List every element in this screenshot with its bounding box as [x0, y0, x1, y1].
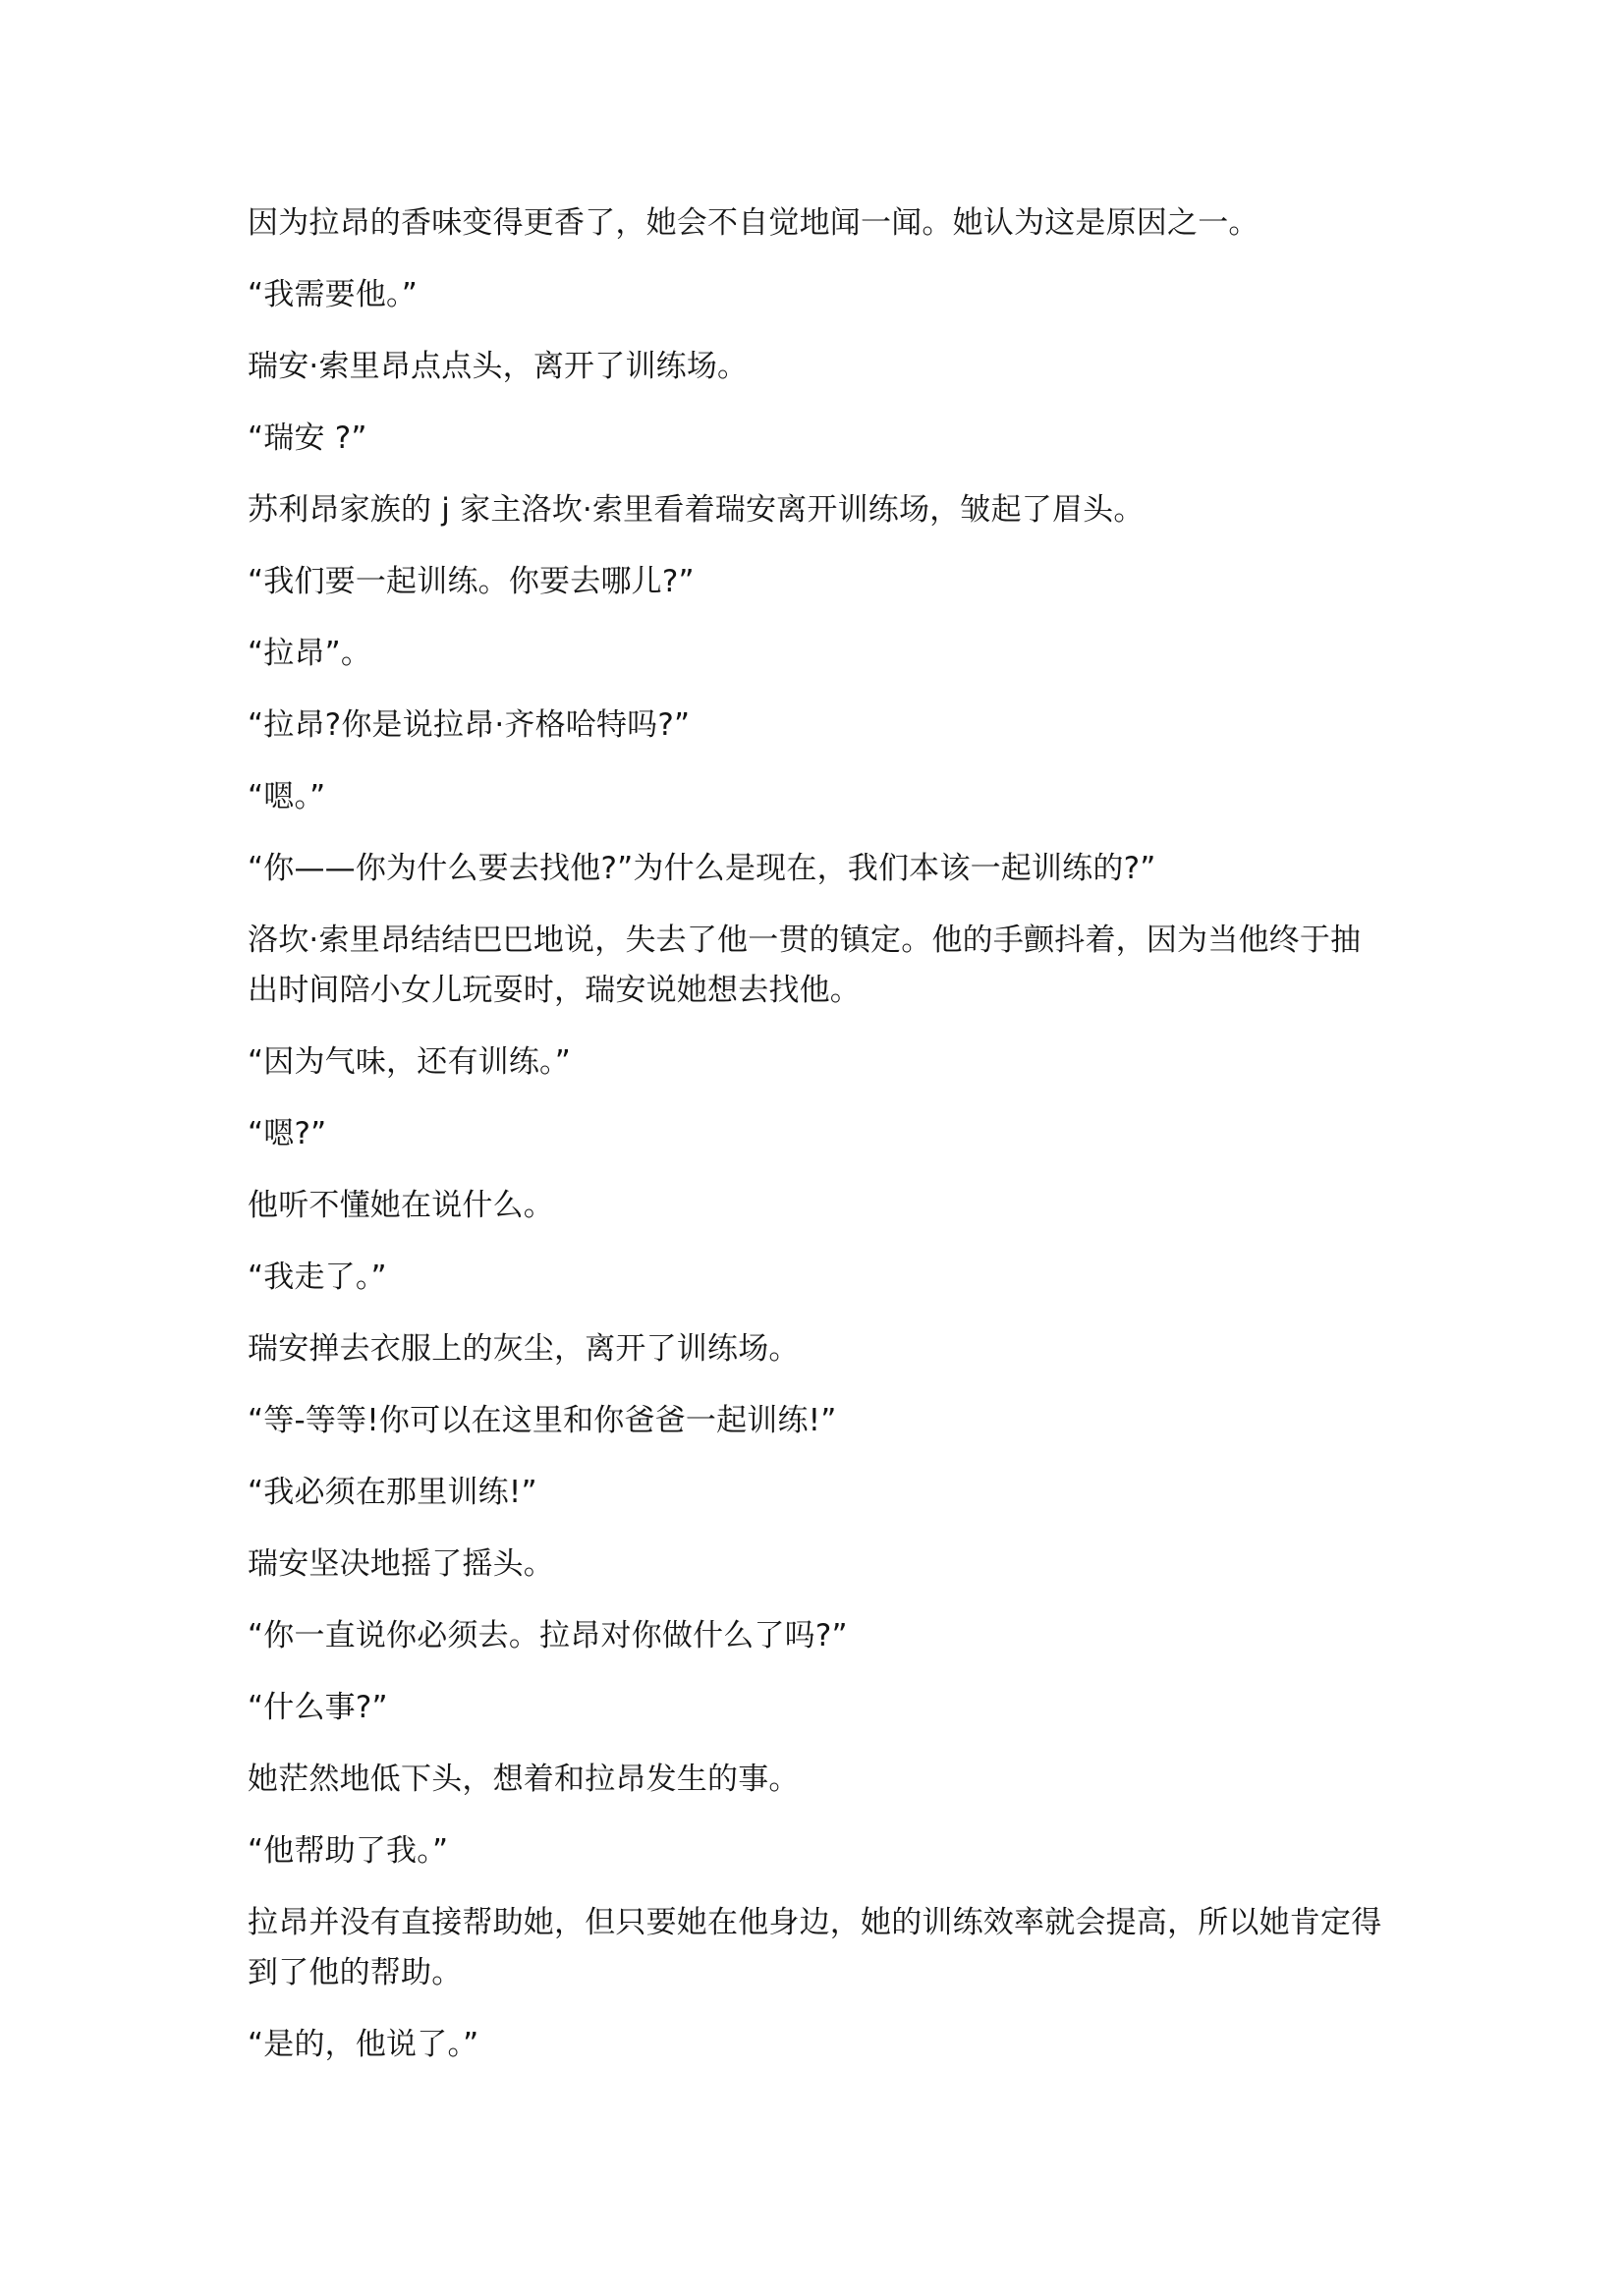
paragraph: 瑞安掸去衣服上的灰尘，离开了训练场。 [248, 1331, 800, 1367]
paragraph: 他听不懂她在说什么。 [248, 1188, 554, 1223]
paragraph: “我们要一起训练。你要去哪儿?” [248, 564, 695, 599]
paragraph: “拉昂?你是说拉昂·齐格哈特吗?” [248, 707, 691, 743]
paragraph: 苏利昂家族的 j 家主洛坎·索里看着瑞安离开训练场，皱起了眉头。 [248, 492, 1145, 528]
paragraph: “我走了。” [248, 1260, 387, 1295]
paragraph: 洛坎·索里昂结结巴巴地说，失去了他一贯的镇定。他的手颤抖着，因为当他终于抽出时间陪小女儿玩耍时，瑞安说她想去找他。 [248, 923, 1362, 1008]
paragraph: “我需要他。” [248, 277, 419, 312]
paragraph: “我必须在那里训练!” [248, 1475, 537, 1510]
paragraph: “什么事?” [248, 1690, 388, 1725]
paragraph: “嗯。” [248, 779, 326, 814]
paragraph: 她茫然地低下头，想着和拉昂发生的事。 [248, 1762, 800, 1797]
paragraph: 拉昂并没有直接帮助她，但只要她在他身边，她的训练效率就会提高，所以她肯定得到了他的帮助。 [248, 1905, 1382, 1990]
paragraph: 瑞安·索里昂点点头，离开了训练场。 [248, 349, 749, 384]
document-body [248, 198, 1387, 2092]
paragraph: “因为气味，还有训练。” [248, 1044, 572, 1080]
paragraph: “等-等等!你可以在这里和你爸爸一起训练!” [248, 1403, 837, 1438]
paragraph: “嗯?” [248, 1116, 327, 1151]
paragraph: 瑞安坚决地摇了摇头。 [248, 1546, 554, 1582]
paragraph: “他帮助了我。” [248, 1833, 449, 1869]
paragraph: “是的，他说了。” [248, 2027, 479, 2062]
paragraph: “你——你为什么要去找他?”为什么是现在，我们本该一起训练的?” [248, 851, 1156, 886]
paragraph: “拉昂”。 [248, 636, 372, 671]
paragraph: 因为拉昂的香味变得更香了，她会不自觉地闻一闻。她认为这是原因之一。 [248, 205, 1260, 241]
paragraph: “你一直说你必须去。拉昂对你做什么了吗?” [248, 1618, 848, 1653]
paragraph: “瑞安 ?” [248, 420, 367, 456]
